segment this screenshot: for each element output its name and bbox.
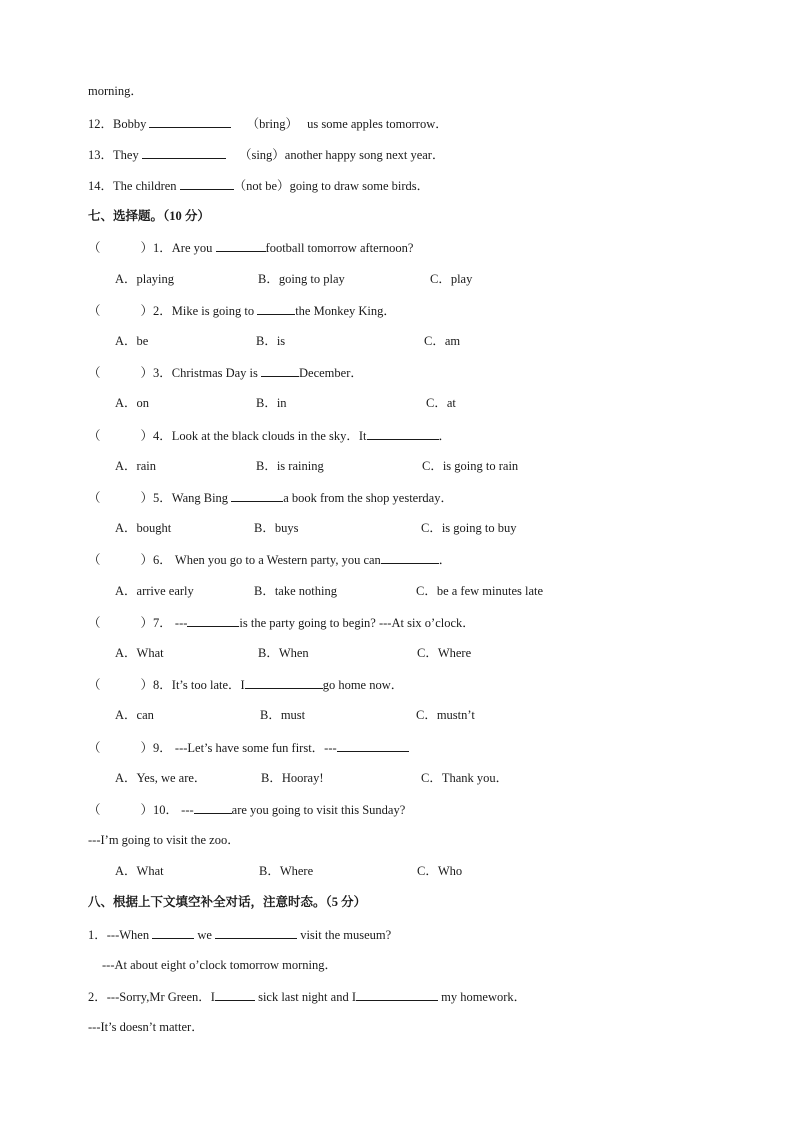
question-text: --- [174, 616, 188, 630]
option-c[interactable]: C．play [430, 272, 473, 286]
choice-question-5 [88, 487, 453, 507]
answer-blank [231, 487, 283, 502]
question-text: another happy song next year． [284, 148, 445, 162]
answer-blank[interactable] [180, 175, 234, 190]
dialogue-text: sick last night and I [258, 990, 356, 1004]
option-a[interactable]: A．Yes, we are． [115, 771, 207, 785]
option-b[interactable]: B．buys [254, 521, 299, 535]
answer-blank[interactable] [142, 144, 226, 159]
answer-blank[interactable] [215, 924, 297, 939]
answer-bracket[interactable]: （ [88, 803, 101, 817]
dialogue-text: visit the museum? [300, 928, 392, 942]
option-a[interactable]: A．playing [115, 272, 175, 286]
option-b[interactable]: B．take nothing [254, 584, 337, 598]
question-text: Christmas Day is [171, 366, 258, 380]
question-number: ）10． [140, 803, 179, 817]
option-a[interactable]: A．on [115, 396, 150, 410]
question-text: --- [181, 803, 194, 817]
verb-hint: （bring） [246, 117, 298, 131]
answer-blank [381, 549, 439, 564]
choice-question-2 [88, 300, 396, 320]
choice-question-7 [88, 612, 475, 632]
question-number: ）1． [140, 241, 172, 255]
option-b[interactable]: B．Where [259, 864, 314, 878]
question-text: Mike is going to [171, 304, 255, 318]
option-a[interactable]: A．rain [115, 459, 156, 473]
option-b[interactable]: B．is [256, 334, 286, 348]
continuation-text: morning． [88, 84, 143, 98]
question-text: are you going to visit this Sunday? [231, 803, 406, 817]
question-number: ）6． [140, 553, 172, 567]
answer-bracket[interactable]: （ [88, 553, 101, 567]
option-c[interactable]: C．be a few minutes late [416, 584, 544, 598]
question-text: is the party going to begin? ---At six o’clock． [239, 616, 475, 630]
question-number: 12． [88, 117, 114, 131]
question-text: ---Let’s have some fun first．--- [174, 741, 337, 755]
option-c[interactable]: C．Thank you． [421, 771, 509, 785]
question-number: ）4． [140, 429, 172, 443]
option-c[interactable]: C．is going to buy [421, 521, 517, 535]
answer-bracket[interactable]: （ [88, 616, 101, 630]
choice-question-3 [88, 362, 363, 382]
question-text: Are you [171, 241, 213, 255]
answer-bracket[interactable]: （ [88, 678, 101, 692]
answer-blank [257, 300, 295, 315]
question-number: 14． [88, 179, 114, 193]
option-b[interactable]: B．is raining [256, 459, 324, 473]
continuation-line [88, 81, 143, 101]
option-c[interactable]: C．is going to rain [422, 459, 519, 473]
dialogue-2-reply: ---It’s doesn’t matter． [88, 1020, 204, 1034]
question-text: It’s too late．I [171, 678, 245, 692]
question-number: ）5． [140, 491, 172, 505]
option-a[interactable]: A．can [115, 708, 154, 722]
question-text: They [113, 148, 139, 162]
question-text: Wang Bing [171, 491, 229, 505]
question-text: a book from the shop yesterday． [283, 491, 453, 505]
option-a[interactable]: A．arrive early [115, 584, 194, 598]
answer-bracket[interactable]: （ [88, 741, 101, 755]
question-number: ）7． [140, 616, 172, 630]
option-a[interactable]: A．be [115, 334, 149, 348]
question-13 [88, 144, 444, 164]
option-c[interactable]: C．at [426, 396, 456, 410]
dialogue-1 [88, 924, 391, 944]
question-number: ）2． [140, 304, 172, 318]
answer-bracket[interactable]: （ [88, 241, 101, 255]
answer-bracket[interactable]: （ [88, 366, 101, 380]
answer-blank [194, 799, 232, 814]
question-text: football tomorrow afternoon? [265, 241, 414, 255]
answer-blank[interactable] [149, 113, 231, 128]
question-text: Bobby [113, 117, 147, 131]
option-a[interactable]: A．What [115, 646, 164, 660]
answer-blank [337, 737, 409, 752]
choice-question-1 [88, 237, 413, 257]
option-b[interactable]: B．in [256, 396, 287, 410]
question-12 [88, 113, 448, 133]
question-text: going to draw some birds． [289, 179, 430, 193]
answer-blank [367, 425, 439, 440]
answer-blank [245, 674, 323, 689]
dialogue-1-reply: ---At about eight o’clock tomorrow morning． [102, 958, 338, 972]
dialogue-text: we [197, 928, 212, 942]
question-14 [88, 175, 429, 195]
option-c[interactable]: C．Where [417, 646, 472, 660]
question-text: us some apples tomorrow． [307, 117, 448, 131]
verb-hint: （not be） [233, 179, 290, 193]
option-b[interactable]: B．going to play [258, 272, 345, 286]
question-text: ． [438, 429, 452, 443]
option-b[interactable]: B．Hooray! [261, 771, 324, 785]
question-number: ）3． [140, 366, 172, 380]
option-c[interactable]: C．mustn’t [416, 708, 475, 722]
question-number: 13． [88, 148, 114, 162]
dialogue-number: 2． [88, 990, 107, 1004]
dialogue-text: ---When [106, 928, 150, 942]
question-number: ）8． [140, 678, 172, 692]
option-b[interactable]: B．When [258, 646, 309, 660]
question-number: ）9． [140, 741, 172, 755]
question-text: ． [438, 553, 452, 567]
answer-blank [187, 612, 239, 627]
question-text: When you go to a Western party, you can [174, 553, 381, 567]
choice-question-8 [88, 674, 403, 694]
option-c[interactable]: C．am [424, 334, 461, 348]
question-text: December． [299, 366, 363, 380]
option-b[interactable]: B．must [260, 708, 306, 722]
dialogue-text: ---Sorry,Mr Green．I [106, 990, 215, 1004]
question-text: Look at the black clouds in the sky．It [171, 429, 367, 443]
option-a[interactable]: A．What [115, 864, 164, 878]
question-10-answer-line: ---I’m going to visit the zoo． [88, 833, 240, 847]
section-8-title: 八、根据上下文填空补全对话，注意时态。（5 分） [88, 895, 367, 909]
dialogue-number: 1． [88, 928, 107, 942]
choice-question-4 [88, 425, 451, 445]
answer-blank[interactable] [215, 986, 255, 1001]
answer-bracket[interactable]: （ [88, 491, 101, 505]
question-text: The children [113, 179, 177, 193]
dialogue-2 [88, 986, 526, 1006]
section-7-title: 七、选择题。（10 分） [88, 209, 210, 223]
choice-question-9 [88, 737, 409, 757]
answer-blank [261, 362, 299, 377]
question-text: go home now． [322, 678, 404, 692]
answer-blank[interactable] [356, 986, 438, 1001]
option-c[interactable]: C．Who [417, 864, 463, 878]
question-text: the Monkey King． [295, 304, 396, 318]
choice-question-6 [88, 549, 451, 569]
answer-blank [216, 237, 266, 252]
answer-blank[interactable] [152, 924, 194, 939]
choice-question-10 [88, 799, 405, 819]
dialogue-text: my homework． [441, 990, 527, 1004]
answer-bracket[interactable]: （ [88, 429, 101, 443]
verb-hint: （sing） [238, 148, 285, 162]
answer-bracket[interactable]: （ [88, 304, 101, 318]
option-a[interactable]: A．bought [115, 521, 172, 535]
